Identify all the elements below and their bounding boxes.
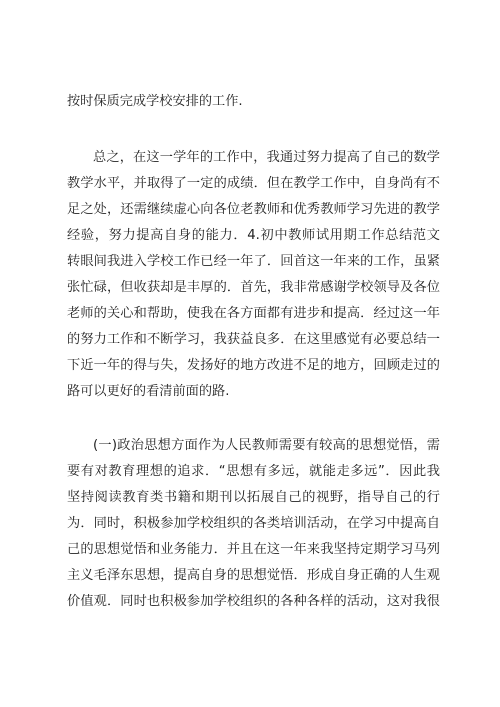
paragraph-2-line-1: 总之，在这一学年的工作中，我通过努力提高了自己的数学 [93,150,440,165]
paragraph-3-line-2: 要有对教育理想的追求．“思想有多远，就能走多远”．因此我 [67,464,440,479]
paragraph-2-line-3: 足之处，还需继续虚心向各位老教师和优秀教师学习先进的教学 [67,202,440,217]
paragraph-2-line-6: 张忙碌，但收获却是丰厚的．首先，我非常感谢学校领导及各位 [67,280,440,295]
paragraph-1-line-1: 按时保质完成学校安排的工作. [67,94,243,109]
paragraph-2-line-10: 路可以更好的看清前面的路. [67,384,230,399]
paragraph-3-line-6: 主义毛泽东思想，提高自身的思想觉悟．形成自身正确的人生观 [67,568,440,583]
paragraph-3-line-5: 己的思想觉悟和业务能力．并且在这一年来我坚持定期学习马列 [67,542,440,557]
paragraph-2-line-4: 经验，努力提高自身的能力．4.初中教师试用期工作总结范文 [67,228,440,243]
paragraph-2-line-8: 的努力工作和不断学习，我获益良多．在这里感觉有必要总结一 [67,332,440,347]
paragraph-2-line-7: 老师的关心和帮助，使我在各方面都有进步和提高．经过这一年 [67,306,440,321]
paragraph-3-line-4: 为．同时，积极参加学校组织的各类培训活动，在学习中提高自 [67,516,440,531]
paragraph-2-line-9: 下近一年的得与失，发扬好的地方改进不足的地方，回顾走过的 [67,358,440,373]
paragraph-2-line-2: 教学水平，并取得了一定的成绩．但在教学工作中，自身尚有不 [67,176,440,191]
paragraph-3-line-3: 坚持阅读教育类书籍和期刊以拓展自己的视野，指导自己的行 [67,490,440,505]
paragraph-3-line-1: (一)政治思想方面作为人民教师需要有较高的思想觉悟，需 [93,438,440,453]
paragraph-3-line-7: 价值观．同时也积极参加学校组织的各种各样的活动，这对我很 [67,594,440,609]
paragraph-2-line-5: 转眼间我进入学校工作已经一年了．回首这一年来的工作，虽紧 [67,254,440,269]
